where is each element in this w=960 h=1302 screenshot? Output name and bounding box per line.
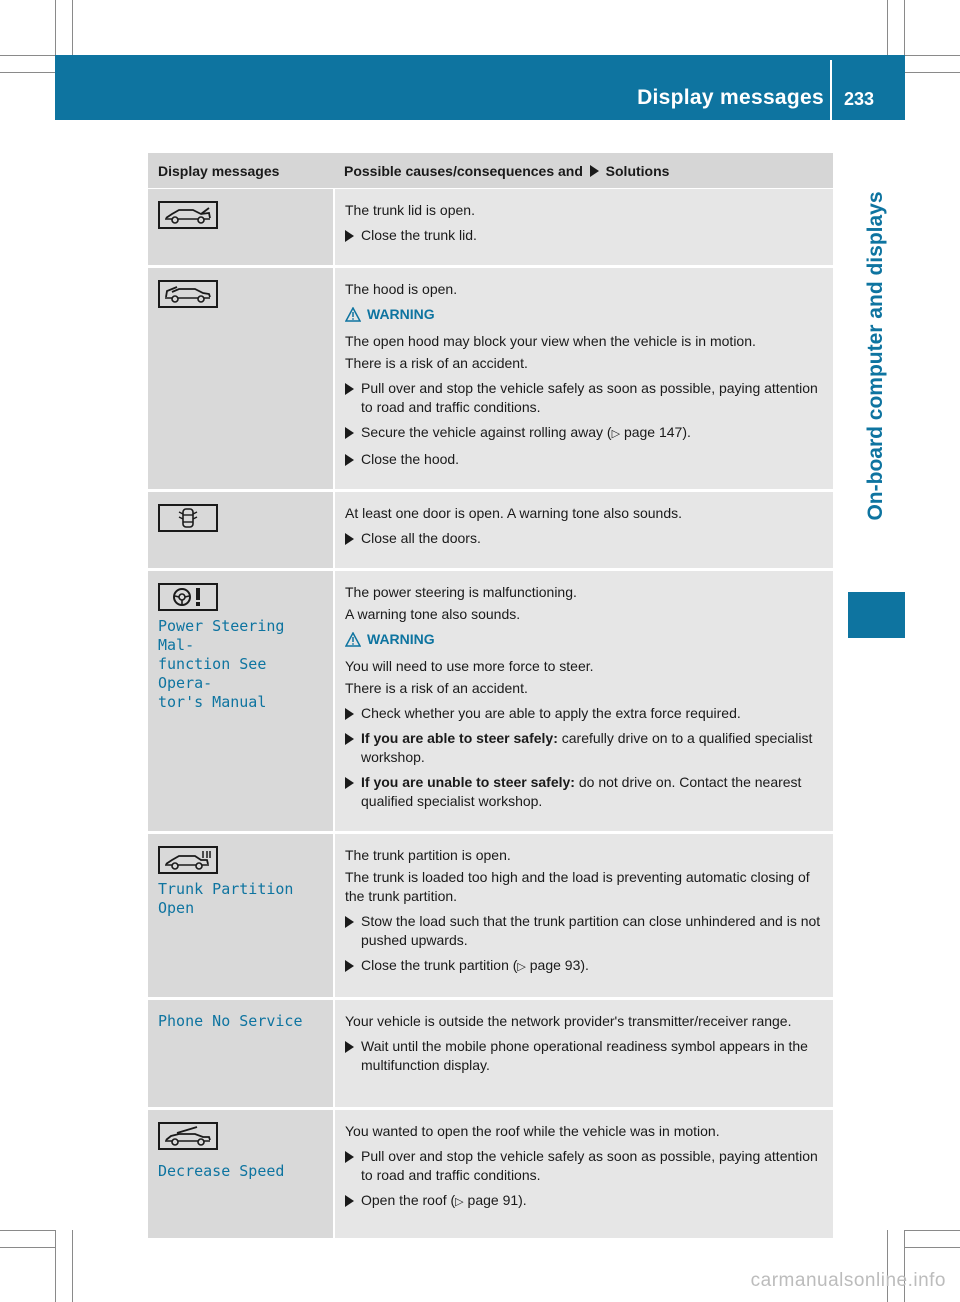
- door-open-icon: [158, 504, 218, 532]
- page-reference-icon: ▷: [517, 961, 526, 973]
- crop-mark: [55, 0, 56, 55]
- step: Stow the load such that the trunk partition can close unhindered and is not pushed upwards.: [345, 912, 821, 950]
- step: Pull over and stop the vehicle safely as soon as possible, paying attention to road and traffic conditions.: [345, 379, 821, 417]
- crop-mark: [0, 1247, 55, 1248]
- message-cell: [148, 999, 334, 1109]
- crop-mark: [905, 1230, 960, 1231]
- table-header-row: [148, 153, 833, 189]
- step: Secure the vehicle against rolling away (▷ page 147).: [345, 423, 821, 444]
- display-messages-table: [148, 153, 833, 1241]
- message-cell: [148, 267, 334, 491]
- message-cell: [148, 1109, 334, 1240]
- warning-triangle-icon: [345, 307, 361, 322]
- trunk-partition-icon: [158, 846, 218, 874]
- crop-mark: [904, 0, 905, 55]
- table-row: [148, 570, 833, 833]
- arrow-icon: [345, 533, 354, 545]
- column-header-messages: Display messages: [148, 153, 334, 189]
- crop-mark: [0, 1230, 55, 1231]
- column-header-solutions: Possible causes/consequences and Solutions: [334, 153, 833, 189]
- message-cell: [148, 833, 334, 999]
- steering-warning-icon: [158, 583, 218, 611]
- step: If you are able to steer safely: carefully drive on to a qualified specialist workshop.: [345, 729, 821, 767]
- page-title: Display messages: [637, 86, 824, 109]
- crop-mark: [905, 55, 960, 56]
- solution-cell: At least one door is open. A warning tone also sounds. Close all the doors.: [334, 491, 833, 570]
- table-row: [148, 1109, 833, 1240]
- display-message-text: Phone No Service: [158, 1012, 303, 1030]
- step: Close the trunk lid.: [345, 226, 821, 245]
- page-reference-link[interactable]: page 93).: [529, 957, 589, 973]
- page-reference-icon: ▷: [455, 1196, 464, 1208]
- display-message-text: Decrease Speed: [158, 1162, 285, 1180]
- side-tab-label: On-board computer and displays: [864, 191, 887, 521]
- crop-mark: [905, 1247, 960, 1248]
- message-cell: [148, 189, 334, 267]
- crop-mark: [0, 72, 55, 73]
- arrow-icon: [345, 916, 354, 928]
- step: Open the roof (▷ page 91).: [345, 1191, 821, 1212]
- step: Wait until the mobile phone operational readiness symbol appears in the multifunction display.: [345, 1037, 821, 1075]
- roof-open-icon: [158, 1122, 218, 1150]
- solution-cell: The trunk partition is open. The trunk is loaded too high and the load is preventing automatic closing of the trunk partition. Stow the load such that the trunk partition can close unhindered and is not pushed upwards. Close the trunk partition (▷ page 93).: [334, 833, 833, 999]
- header-divider: [830, 60, 832, 120]
- arrow-icon: [345, 454, 354, 466]
- arrow-icon: [345, 1041, 354, 1053]
- solution-cell: You wanted to open the roof while the vehicle was in motion. Pull over and stop the vehicle safely as soon as possible, paying attention to road and traffic conditions. Open the roof (▷ page 91).: [334, 1109, 833, 1240]
- message-cell: [148, 491, 334, 570]
- arrow-icon: [345, 777, 354, 789]
- step: Close the hood.: [345, 450, 821, 469]
- hood-open-icon: [158, 280, 218, 308]
- table-row: [148, 189, 833, 267]
- solution-cell: The trunk lid is open. Close the trunk lid.: [334, 189, 833, 267]
- page-number: 233: [844, 89, 875, 109]
- table-row: [148, 267, 833, 491]
- arrow-icon: [345, 733, 354, 745]
- step: Close the trunk partition (▷ page 93).: [345, 956, 821, 977]
- arrow-icon: [345, 708, 354, 720]
- crop-mark: [72, 1230, 73, 1302]
- crop-mark: [887, 0, 888, 55]
- arrow-icon: [345, 427, 354, 439]
- solution-cell: The power steering is malfunctioning. A warning tone also sounds. WARNING You will need to use more force to steer. There is a risk of an accident. Check whether you are able to apply the extra force required. If you are able to steer safely: carefully drive on to a qualified specialist workshop. If you are unable to steer safely: do not drive on. Contact the nearest qualified specialist workshop.: [334, 570, 833, 833]
- step: Close all the doors.: [345, 529, 821, 548]
- crop-mark: [55, 1230, 56, 1302]
- step: Check whether you are able to apply the extra force required.: [345, 704, 821, 723]
- warning-heading: WARNING: [345, 630, 821, 649]
- watermark: carmanualsonline.info: [750, 1270, 946, 1291]
- side-tab-marker: [848, 592, 905, 638]
- arrow-icon: [345, 383, 354, 395]
- page-reference-link[interactable]: page 91).: [467, 1192, 527, 1208]
- table-row: [148, 999, 833, 1109]
- crop-mark: [72, 0, 73, 55]
- step: Pull over and stop the vehicle safely as soon as possible, paying attention to road and traffic conditions.: [345, 1147, 821, 1185]
- arrow-icon: [345, 1151, 354, 1163]
- solution-cell: The hood is open. WARNING The open hood may block your view when the vehicle is in motion. There is a risk of an accident. Pull over and stop the vehicle safely as soon as possible, paying attention to road and traffic conditions. Secure the vehicle against rolling away (▷ page 147). Close the hood.: [334, 267, 833, 491]
- crop-mark: [0, 55, 55, 56]
- arrow-icon: [345, 1195, 354, 1207]
- solution-cell: Your vehicle is outside the network provider's transmitter/receiver range. Wait until the mobile phone operational readiness symbol appears in the multifunction display.: [334, 999, 833, 1109]
- display-message-text: Power Steering Mal‐ function See Opera‐ tor's Manual: [158, 617, 285, 711]
- page-reference-icon: ▷: [611, 428, 621, 440]
- warning-triangle-icon: [345, 632, 361, 647]
- crop-mark: [905, 72, 960, 73]
- arrow-icon: [345, 230, 354, 242]
- arrow-icon: [345, 960, 354, 972]
- table-row: [148, 491, 833, 570]
- page-reference-link[interactable]: page 147).: [623, 424, 691, 440]
- warning-heading: WARNING: [345, 305, 821, 324]
- arrow-icon: [590, 165, 599, 177]
- display-message-text: Trunk Partition Open: [158, 880, 294, 917]
- message-cell: [148, 570, 334, 833]
- step: If you are unable to steer safely: do not drive on. Contact the nearest qualified specialist workshop.: [345, 773, 821, 811]
- table-row: [148, 833, 833, 999]
- trunk-open-icon: [158, 201, 218, 229]
